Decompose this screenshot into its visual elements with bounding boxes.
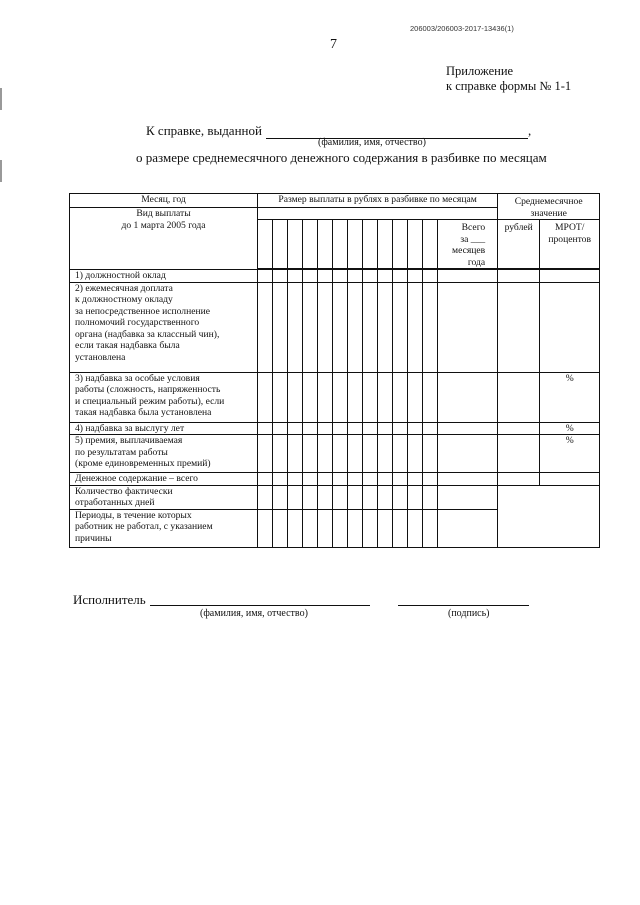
header-payment: Размер выплаты в рублях в разбивке по месяцам: [258, 194, 498, 208]
value-cell[interactable]: [318, 509, 333, 547]
value-cell[interactable]: [303, 372, 318, 422]
value-cell[interactable]: [408, 270, 423, 283]
row-label-line: такая надбавка была установлена: [75, 407, 212, 418]
value-cell[interactable]: [378, 435, 393, 473]
value-cell[interactable]: [540, 473, 600, 486]
value-cell[interactable]: [273, 485, 288, 509]
value-cell[interactable]: [303, 509, 318, 547]
value-cell[interactable]: [258, 372, 273, 422]
row-label-line: органа (надбавка за классный чин),: [75, 328, 220, 340]
value-cell[interactable]: [363, 435, 378, 473]
row-label-line: 5) премия, выплачиваемая: [75, 435, 183, 446]
value-cell[interactable]: [303, 422, 318, 435]
value-cell[interactable]: [363, 270, 378, 283]
appendix-caption: [446, 64, 571, 94]
row-label-line: если такая надбавка была: [75, 340, 180, 351]
header-payment-type: [70, 208, 258, 270]
row-label-line: 3) надбавка за особые условия: [75, 372, 200, 384]
row-label-line: по результатам работы: [75, 446, 168, 458]
header-payment-type-line-2: до 1 марта 2005 года: [121, 219, 206, 231]
value-cell[interactable]: [408, 282, 423, 372]
value-cell[interactable]: [303, 270, 318, 283]
reference-suffix: ,: [527, 123, 532, 138]
value-cell[interactable]: [303, 435, 318, 473]
appendix-line-1: Приложение: [446, 64, 514, 78]
value-cell[interactable]: [258, 485, 273, 509]
row-label: [70, 435, 258, 473]
header-payment-type-line-1: Вид выплаты: [136, 208, 191, 219]
header-total-line-1: Всего: [461, 222, 486, 233]
month-cell[interactable]: [258, 220, 273, 269]
row-label: [70, 282, 258, 372]
reference-name-hint: (фамилия, имя, отчество): [318, 137, 426, 148]
value-cell[interactable]: [378, 372, 393, 422]
value-cell[interactable]: [363, 509, 378, 547]
row-label-line: установлена: [75, 351, 126, 363]
table-row: [70, 473, 600, 486]
value-cell[interactable]: [393, 435, 408, 473]
value-cell[interactable]: [348, 372, 363, 422]
value-cell[interactable]: [318, 282, 333, 372]
value-cell[interactable]: [363, 422, 378, 435]
performer-name-field[interactable]: [150, 605, 370, 606]
row-label-line: 2) ежемесячная доплата: [75, 282, 173, 294]
month-cell[interactable]: [303, 220, 318, 269]
month-cell[interactable]: [393, 220, 408, 269]
percent-sign: %: [540, 422, 600, 435]
header-mrot-line-1: МРОТ/: [554, 222, 585, 233]
row-label-line: к должностному окладу: [75, 294, 173, 305]
value-cell[interactable]: [333, 485, 348, 509]
value-cell[interactable]: [348, 485, 363, 509]
value-cell[interactable]: [393, 509, 408, 547]
value-cell[interactable]: [498, 270, 540, 283]
value-cell[interactable]: [423, 422, 438, 435]
value-cell[interactable]: [393, 372, 408, 422]
value-cell[interactable]: [393, 270, 408, 283]
value-cell[interactable]: [288, 435, 303, 473]
value-cell[interactable]: [348, 435, 363, 473]
value-cell[interactable]: [258, 435, 273, 473]
row-label-line: за непосредственное исполнение: [75, 305, 211, 317]
value-cell[interactable]: [273, 435, 288, 473]
value-cell[interactable]: [408, 485, 423, 509]
value-cell[interactable]: [348, 509, 363, 547]
value-cell[interactable]: [438, 473, 498, 486]
value-cell[interactable]: [363, 473, 378, 486]
row-label: [70, 372, 258, 422]
value-cell[interactable]: [438, 270, 498, 283]
value-cell[interactable]: [408, 372, 423, 422]
value-cell[interactable]: [363, 282, 378, 372]
month-cell[interactable]: [423, 220, 438, 269]
value-cell[interactable]: [423, 282, 438, 372]
value-cell[interactable]: [333, 473, 348, 486]
value-cell[interactable]: [498, 282, 540, 372]
value-cell[interactable]: [318, 435, 333, 473]
value-cell[interactable]: [378, 485, 393, 509]
value-cell[interactable]: [273, 422, 288, 435]
salary-table: [69, 193, 600, 548]
value-cell[interactable]: [273, 473, 288, 486]
value-cell[interactable]: [393, 473, 408, 486]
scan-edge-mark: [0, 88, 2, 110]
value-cell[interactable]: [498, 473, 540, 486]
value-cell[interactable]: [273, 282, 288, 372]
signature-hint: (подпись): [448, 608, 490, 619]
value-cell[interactable]: [348, 270, 363, 283]
value-cell[interactable]: [348, 422, 363, 435]
value-cell[interactable]: [378, 422, 393, 435]
value-cell[interactable]: [318, 372, 333, 422]
value-cell[interactable]: [498, 422, 540, 435]
value-cell[interactable]: [288, 422, 303, 435]
row-label-line: причины: [75, 532, 112, 544]
percent-sign: %: [540, 435, 600, 473]
value-cell[interactable]: [393, 282, 408, 372]
value-cell[interactable]: [423, 372, 438, 422]
header-rubles: рублей: [498, 220, 540, 269]
row-label-line: (кроме единовременных премий): [75, 458, 211, 469]
value-cell[interactable]: [378, 473, 393, 486]
value-cell[interactable]: [318, 485, 333, 509]
row-label-line: работник не работал, с указанием: [75, 521, 213, 532]
header-total-line-3: месяцев: [452, 245, 486, 256]
value-cell[interactable]: [408, 422, 423, 435]
value-cell[interactable]: [258, 282, 273, 372]
header-total-line-2: за ___: [460, 233, 486, 245]
header-mrot: [540, 220, 600, 269]
value-cell[interactable]: [273, 509, 288, 547]
value-cell[interactable]: [423, 485, 438, 509]
value-cell[interactable]: [498, 435, 540, 473]
appendix-line-2: к справке формы № 1-1: [446, 79, 572, 93]
value-cell[interactable]: [303, 485, 318, 509]
value-cell[interactable]: [438, 282, 498, 372]
value-cell[interactable]: [378, 270, 393, 283]
header-total: [438, 220, 498, 269]
performer-label: Исполнитель: [73, 592, 146, 607]
row-label: Денежное содержание – всего: [70, 473, 258, 486]
value-cell[interactable]: [258, 270, 273, 283]
page-number: 7: [330, 37, 337, 52]
value-cell[interactable]: [273, 270, 288, 283]
value-cell[interactable]: [363, 372, 378, 422]
row-label-line: Количество фактически: [75, 485, 173, 497]
value-cell[interactable]: [273, 372, 288, 422]
scan-edge-mark: [0, 160, 2, 182]
table-row: [70, 422, 600, 435]
value-cell[interactable]: [348, 282, 363, 372]
value-cell[interactable]: [333, 435, 348, 473]
table-row: [70, 435, 600, 473]
value-cell[interactable]: [303, 282, 318, 372]
value-cell[interactable]: [423, 435, 438, 473]
header-average: Среднемесячное значение: [498, 194, 600, 220]
value-cell[interactable]: [378, 282, 393, 372]
value-cell[interactable]: [288, 509, 303, 547]
row-label: [70, 509, 258, 547]
average-merged-cell: [498, 485, 600, 547]
value-cell[interactable]: [540, 282, 600, 372]
value-cell[interactable]: [438, 422, 498, 435]
table-row: [70, 372, 600, 422]
table-row: [70, 270, 600, 283]
performer-name-hint: (фамилия, имя, отчество): [200, 608, 308, 619]
value-cell[interactable]: [393, 485, 408, 509]
table-row: [70, 282, 600, 372]
value-cell[interactable]: [540, 270, 600, 283]
value-cell[interactable]: [438, 509, 498, 547]
document-subtitle: о размере среднемесячного денежного содержания в разбивке по месяцам: [136, 150, 547, 165]
value-cell[interactable]: [303, 473, 318, 486]
value-cell[interactable]: [258, 473, 273, 486]
value-cell[interactable]: [258, 422, 273, 435]
row-label: [70, 485, 258, 509]
value-cell[interactable]: [333, 509, 348, 547]
value-cell[interactable]: [288, 485, 303, 509]
value-cell[interactable]: [408, 435, 423, 473]
document-id: 206003/206003-2017-13436(1): [410, 24, 514, 33]
header-mrot-line-2: процентов: [548, 233, 592, 245]
row-label: 4) надбавка за выслугу лет: [70, 422, 258, 435]
value-cell[interactable]: [288, 372, 303, 422]
value-cell[interactable]: [498, 372, 540, 422]
value-cell[interactable]: [318, 422, 333, 435]
value-cell[interactable]: [393, 422, 408, 435]
value-cell[interactable]: [288, 473, 303, 486]
value-cell[interactable]: [408, 509, 423, 547]
value-cell[interactable]: [438, 435, 498, 473]
month-cell[interactable]: [318, 220, 333, 269]
month-cell[interactable]: [333, 220, 348, 269]
row-label-line: отработанных дней: [75, 497, 155, 508]
table-row: [70, 485, 600, 509]
value-cell[interactable]: [318, 473, 333, 486]
month-cell[interactable]: [378, 220, 393, 269]
row-label-line: работы (сложность, напряженность: [75, 384, 221, 395]
row-label: 1) должностной оклад: [70, 270, 258, 283]
value-cell[interactable]: [333, 422, 348, 435]
row-label-line: и специальный режим работы), если: [75, 395, 225, 407]
header-spacer: [258, 208, 498, 220]
row-label-line: полномочий государственного: [75, 317, 200, 328]
value-cell[interactable]: [288, 282, 303, 372]
month-cell[interactable]: [408, 220, 423, 269]
value-cell[interactable]: [438, 485, 498, 509]
value-cell[interactable]: [333, 372, 348, 422]
header-month: Месяц, год: [70, 194, 258, 208]
value-cell[interactable]: [348, 473, 363, 486]
value-cell[interactable]: [318, 270, 333, 283]
month-cell[interactable]: [348, 220, 363, 269]
value-cell[interactable]: [258, 509, 273, 547]
value-cell[interactable]: [363, 485, 378, 509]
value-cell[interactable]: [438, 372, 498, 422]
header-total-line-4: года: [467, 256, 486, 268]
value-cell[interactable]: [423, 270, 438, 283]
value-cell[interactable]: [378, 509, 393, 547]
signature-field[interactable]: [398, 605, 529, 606]
value-cell[interactable]: [423, 509, 438, 547]
reference-prefix: К справке, выданной: [146, 123, 262, 138]
value-cell[interactable]: [408, 473, 423, 486]
value-cell[interactable]: [333, 282, 348, 372]
month-cell[interactable]: [288, 220, 303, 269]
value-cell[interactable]: [333, 270, 348, 283]
month-cell[interactable]: [273, 220, 288, 269]
month-cell[interactable]: [363, 220, 378, 269]
percent-sign: %: [540, 372, 600, 422]
value-cell[interactable]: [288, 270, 303, 283]
row-label-line: Периоды, в течение которых: [75, 509, 192, 521]
value-cell[interactable]: [423, 473, 438, 486]
